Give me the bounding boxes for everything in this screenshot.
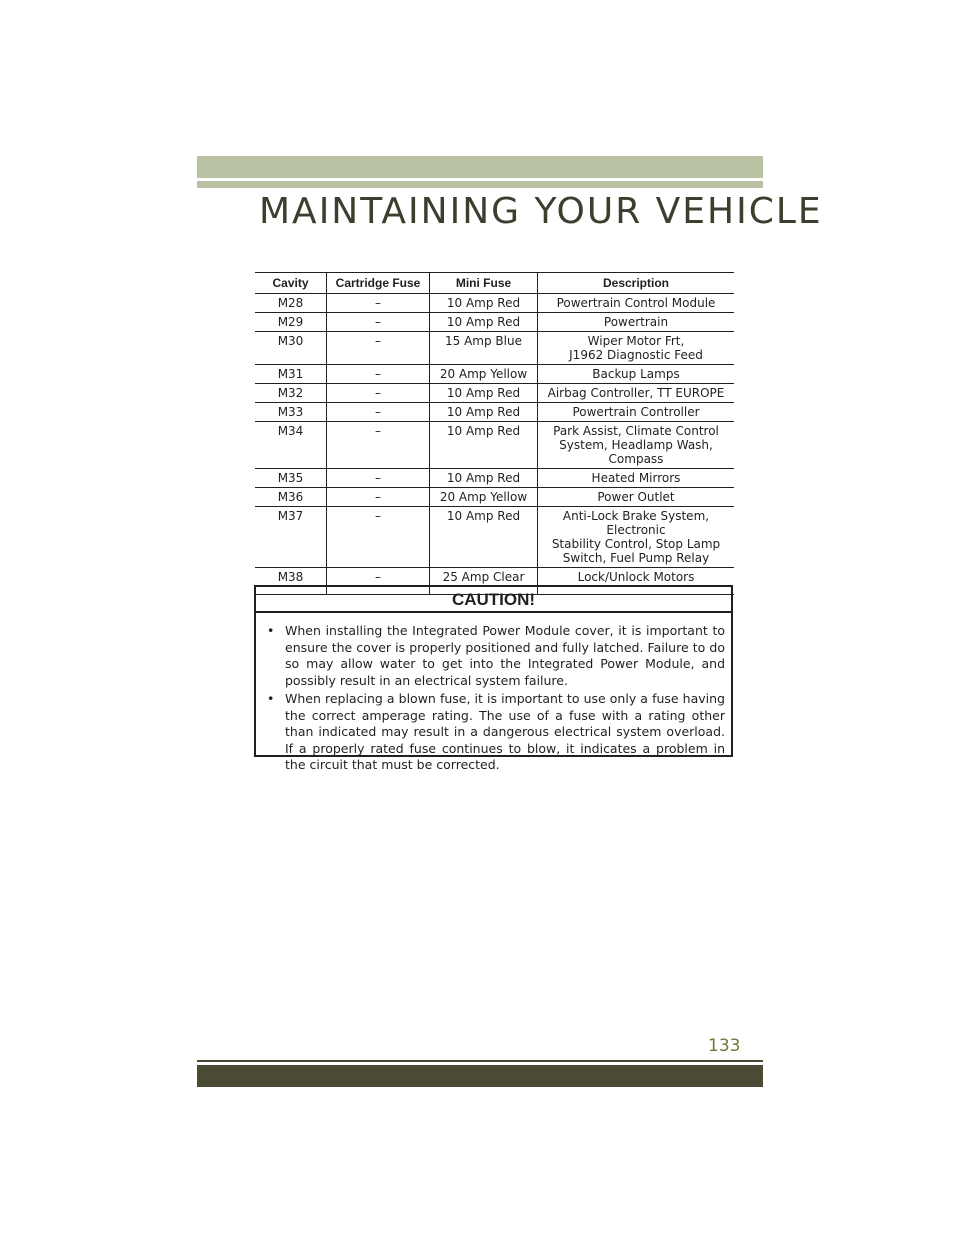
table-row <box>255 365 734 384</box>
header-bar <box>197 156 763 178</box>
cartridge-fuse-cell: – <box>327 469 430 488</box>
cavity-cell: M36 <box>255 488 327 507</box>
cavity-cell: M37 <box>255 507 327 568</box>
cavity-cell: M35 <box>255 469 327 488</box>
mini-fuse-cell: 20 Amp Yellow <box>430 365 538 384</box>
cartridge-fuse-cell: – <box>327 365 430 384</box>
description-line: Lock/Unlock Motors <box>577 570 695 584</box>
description-cell <box>538 313 735 332</box>
description-cell <box>538 365 735 384</box>
description-line: Backup Lamps <box>592 367 680 381</box>
description-line: Anti-Lock Brake System, Electronic <box>562 509 710 537</box>
table-row <box>255 507 734 568</box>
table-header-row <box>255 273 734 294</box>
description-line: Powertrain Controller <box>572 405 700 419</box>
fuse-table-body <box>255 294 734 595</box>
table-row <box>255 488 734 507</box>
cavity-cell: M30 <box>255 332 327 365</box>
mini-fuse-cell: 10 Amp Red <box>430 507 538 568</box>
mini-fuse-cell: 25 Amp Clear <box>430 568 538 595</box>
description-line: Compass <box>608 452 664 466</box>
cavity-cell: M28 <box>255 294 327 313</box>
description-line: Switch, Fuel Pump Relay <box>562 551 710 565</box>
page-number: 133 <box>708 1036 741 1056</box>
table-row <box>255 313 734 332</box>
description-line: Power Outlet <box>597 490 675 504</box>
table-row <box>255 294 734 313</box>
caution-item <box>266 691 725 774</box>
description-cell <box>538 403 735 422</box>
description-cell <box>538 422 735 469</box>
table-row <box>255 332 734 365</box>
bullet-icon: • <box>267 623 275 638</box>
description-line: Stability Control, Stop Lamp <box>551 537 721 551</box>
footer-rule <box>197 1060 763 1062</box>
footer-bar <box>197 1065 763 1087</box>
table-row <box>255 384 734 403</box>
caution-title: CAUTION! <box>256 587 731 613</box>
cavity-cell: M33 <box>255 403 327 422</box>
description-cell <box>538 507 735 568</box>
description-line: System, Headlamp Wash, <box>559 438 713 452</box>
mini-fuse-cell: 10 Amp Red <box>430 422 538 469</box>
mini-fuse-cell: 15 Amp Blue <box>430 332 538 365</box>
caution-item-text: When replacing a blown fuse, it is important to use only a fuse having the correct amperage rating. The use of a fuse with a rating other than indicated may result in a dangerous electrical system overload. If a properly rated fuse continues to blow, it indicates a problem in the circuit that must be corrected. <box>285 691 725 772</box>
description-line: Park Assist, Climate Control <box>553 424 719 438</box>
bullet-icon: • <box>267 691 275 706</box>
description-cell <box>538 294 735 313</box>
description-line: Airbag Controller, TT EUROPE <box>547 386 725 400</box>
column-header-cartridge-fuse: Cartridge Fuse <box>327 273 430 294</box>
mini-fuse-cell: 10 Amp Red <box>430 469 538 488</box>
cavity-cell: M32 <box>255 384 327 403</box>
caution-box <box>254 585 733 772</box>
description-cell <box>538 384 735 403</box>
cartridge-fuse-cell: – <box>327 507 430 568</box>
cartridge-fuse-cell: – <box>327 422 430 469</box>
mini-fuse-cell: 10 Amp Red <box>430 384 538 403</box>
column-header-mini-fuse: Mini Fuse <box>430 273 538 294</box>
cavity-cell: M38 <box>255 568 327 595</box>
mini-fuse-cell: 20 Amp Yellow <box>430 488 538 507</box>
cartridge-fuse-cell: – <box>327 488 430 507</box>
mini-fuse-cell: 10 Amp Red <box>430 403 538 422</box>
description-line: Heated Mirrors <box>591 471 681 485</box>
cavity-cell: M34 <box>255 422 327 469</box>
table-row <box>255 403 734 422</box>
column-header-cavity: Cavity <box>255 273 327 294</box>
cartridge-fuse-cell: – <box>327 332 430 365</box>
column-header-description: Description <box>538 273 735 294</box>
header-bar-stripe <box>197 181 763 188</box>
description-line: J1962 Diagnostic Feed <box>569 348 703 362</box>
caution-list <box>256 613 731 774</box>
description-line: Powertrain <box>603 315 669 329</box>
description-line: Wiper Motor Frt, <box>587 334 685 348</box>
cartridge-fuse-cell: – <box>327 403 430 422</box>
description-cell <box>538 332 735 365</box>
caution-item-text: When installing the Integrated Power Module cover, it is important to ensure the cover is properly positioned and fully latched. Failure to do so may allow water to get into the Integrated Power Module, and possibly result in an electrical system failure. <box>285 623 725 688</box>
cavity-cell: M29 <box>255 313 327 332</box>
fuse-table <box>255 272 734 595</box>
mini-fuse-cell: 10 Amp Red <box>430 313 538 332</box>
cartridge-fuse-cell: – <box>327 294 430 313</box>
description-cell <box>538 469 735 488</box>
mini-fuse-cell: 10 Amp Red <box>430 294 538 313</box>
cartridge-fuse-cell: – <box>327 313 430 332</box>
description-line: Powertrain Control Module <box>556 296 716 310</box>
cartridge-fuse-cell: – <box>327 568 430 595</box>
description-cell <box>538 488 735 507</box>
section-title: MAINTAINING YOUR VEHICLE <box>259 191 823 232</box>
table-row <box>255 469 734 488</box>
table-row <box>255 422 734 469</box>
cartridge-fuse-cell: – <box>327 384 430 403</box>
cavity-cell: M31 <box>255 365 327 384</box>
caution-item <box>266 623 725 689</box>
